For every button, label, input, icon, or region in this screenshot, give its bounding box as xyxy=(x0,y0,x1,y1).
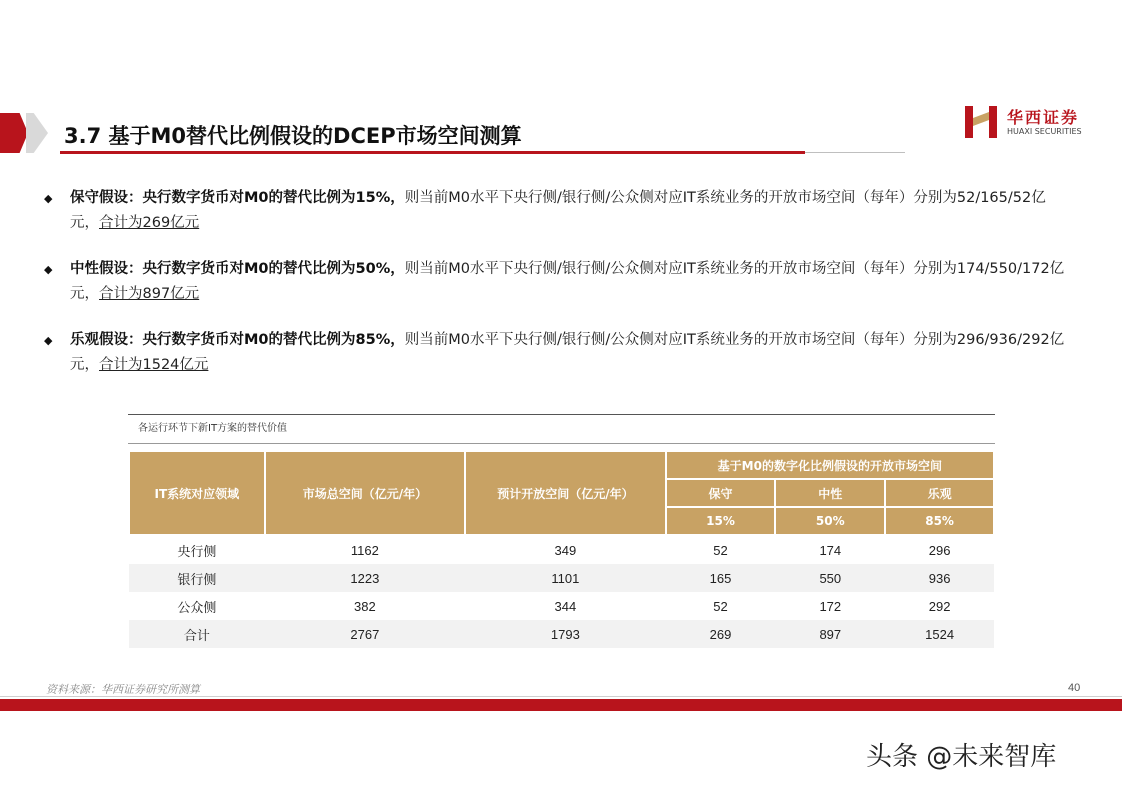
header-neutral: 中性 xyxy=(775,479,885,507)
cell-optimistic: 1524 xyxy=(885,620,994,648)
header-neutral-pct: 50% xyxy=(775,507,885,535)
page-number: 40 xyxy=(1068,682,1081,694)
cell-total: 2767 xyxy=(265,620,466,648)
title-bar xyxy=(0,113,805,153)
cell-domain: 合计 xyxy=(129,620,265,648)
logo-chinese-name: 华西证券 xyxy=(1007,108,1080,127)
title-red-tab xyxy=(0,113,28,153)
bullet-total-text: 合计为897亿元 xyxy=(99,286,200,302)
huaxi-logo-icon xyxy=(963,104,999,140)
cell-domain: 公众侧 xyxy=(177,599,217,615)
bullet-bold-text: 乐观假设：央行数字货币对M0的替代比例为85%， xyxy=(70,332,405,348)
bullet-conservative xyxy=(44,186,1074,236)
title-underline-grey xyxy=(805,152,905,153)
title-chevron xyxy=(26,113,48,153)
cell-total: 1223 xyxy=(265,564,466,592)
data-table xyxy=(128,450,995,648)
bullet-neutral xyxy=(44,257,1074,307)
cell-conservative: 52 xyxy=(713,542,728,558)
watermark-text: 头条 @未来智库 xyxy=(866,742,1057,772)
bullet-body-text: 则当前M0水平下央行侧/银行侧/公众侧对应IT系统业务的开放市场空间（每年）分别为52/165/52亿元， xyxy=(70,190,1046,231)
cell-neutral: 172 xyxy=(819,598,842,614)
bullet-bold-text: 中性假设：央行数字货币对M0的替代比例为50%， xyxy=(70,261,405,277)
table-caption: 各运行环节下新IT方案的替代价值 xyxy=(128,414,995,444)
market-space-table xyxy=(128,414,995,648)
cell-neutral: 174 xyxy=(819,542,842,558)
header-domain: IT系统对应领域 xyxy=(129,451,265,535)
page-title: 3.7 基于M0替代比例假设的DCEP市场空间测算 xyxy=(64,124,522,148)
table-row xyxy=(129,592,994,620)
footer-divider-grey xyxy=(0,696,1122,697)
cell-conservative: 269 xyxy=(666,620,776,648)
bullet-bold-text: 保守假设：央行数字货币对M0的替代比例为15%， xyxy=(70,190,405,206)
cell-optimistic: 292 xyxy=(928,598,951,614)
bullet-total-text: 合计为1524亿元 xyxy=(99,357,209,373)
cell-conservative: 165 xyxy=(666,564,776,592)
cell-total: 382 xyxy=(354,598,376,614)
title-underline xyxy=(60,151,805,154)
cell-open: 1101 xyxy=(465,564,666,592)
header-assumption-group: 基于M0的数字化比例假设的开放市场空间 xyxy=(666,451,994,479)
header-total-space: 市场总空间（亿元/年） xyxy=(265,451,466,535)
header-open-space: 预计开放空间（亿元/年） xyxy=(465,451,666,535)
diamond-bullet-icon: ◆ xyxy=(44,263,53,276)
cell-open: 344 xyxy=(554,598,577,614)
cell-domain: 央行侧 xyxy=(177,543,217,559)
cell-total: 1162 xyxy=(350,542,379,558)
bullet-total-text: 合计为269亿元 xyxy=(99,215,200,231)
cell-neutral: 897 xyxy=(775,620,885,648)
logo-english-name: HUAXI SECURITIES xyxy=(1007,127,1082,136)
table-row-total xyxy=(129,620,994,648)
source-note: 资料来源：华西证券研究所测算 xyxy=(46,683,200,696)
cell-conservative: 52 xyxy=(713,598,728,614)
company-logo xyxy=(963,104,1103,144)
cell-neutral: 550 xyxy=(775,564,885,592)
bullet-body-text: 则当前M0水平下央行侧/银行侧/公众侧对应IT系统业务的开放市场空间（每年）分别为174/550/172亿元， xyxy=(70,261,1065,302)
diamond-bullet-icon: ◆ xyxy=(44,334,53,347)
bullet-optimistic xyxy=(44,328,1074,378)
header-optimistic: 乐观 xyxy=(885,479,994,507)
cell-optimistic: 936 xyxy=(885,564,994,592)
cell-domain: 银行侧 xyxy=(129,564,265,592)
cell-open: 1793 xyxy=(465,620,666,648)
bullet-body-text: 则当前M0水平下央行侧/银行侧/公众侧对应IT系统业务的开放市场空间（每年）分别为296/936/292亿元， xyxy=(70,332,1065,373)
header-conservative: 保守 xyxy=(666,479,776,507)
diamond-bullet-icon: ◆ xyxy=(44,192,53,205)
header-optimistic-pct: 85% xyxy=(885,507,994,535)
table-row xyxy=(129,535,994,564)
cell-optimistic: 296 xyxy=(928,542,951,558)
footer-red-bar xyxy=(0,699,1122,711)
assumption-list xyxy=(44,186,1074,399)
cell-open: 349 xyxy=(554,542,577,558)
header-conservative-pct: 15% xyxy=(666,507,776,535)
table-row xyxy=(129,564,994,592)
